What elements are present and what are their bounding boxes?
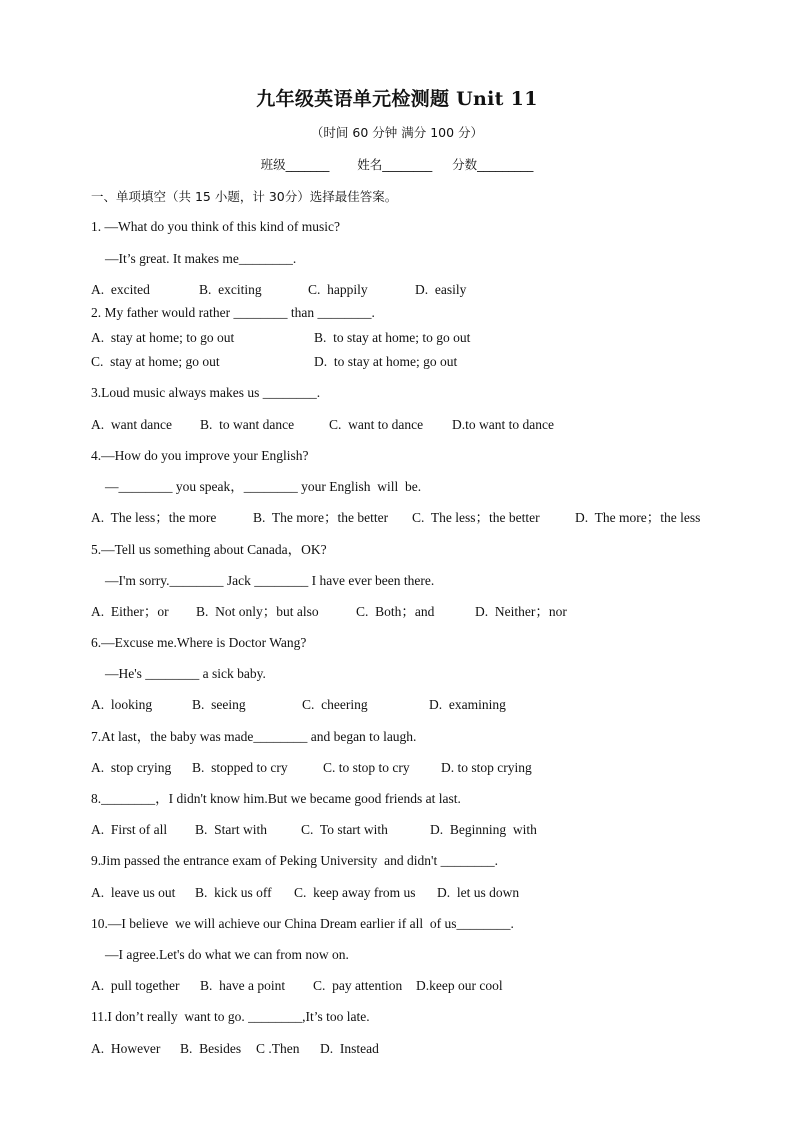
option-a: A. leave us out — [91, 885, 176, 900]
option-b: B. seeing — [192, 697, 246, 712]
option-d: D.keep our cool — [416, 978, 503, 993]
question-stem: 11.I don’t really want to go. ________,It’s too late. — [91, 1009, 370, 1024]
option-b: B. have a point — [200, 978, 286, 993]
option-c: C. To start with — [301, 822, 388, 837]
option-a: A. However — [91, 1041, 161, 1056]
question-stem: 2. My father would rather ________ than ________. — [91, 305, 375, 320]
option-c: C. The less；the better — [412, 510, 540, 525]
option-d: D. Neither；nor — [475, 604, 567, 619]
option-b: B. Not only；but also — [196, 604, 319, 619]
option-a: A. Either；or — [91, 604, 169, 619]
question-stem: 3.Loud music always makes us ________. — [91, 385, 321, 400]
option-c: C .Then — [256, 1041, 300, 1056]
question-stem: 6.—Excuse me.Where is Doctor Wang? — [91, 635, 307, 650]
option-c: C. cheering — [302, 697, 368, 712]
option-c: C. want to dance — [329, 417, 424, 432]
option-a: A. pull together — [91, 978, 180, 993]
option-b: B. The more；the better — [253, 510, 389, 525]
question-stem-reply: —He's ________ a sick baby. — [105, 666, 266, 681]
option-b: B. Besides — [180, 1041, 242, 1056]
question-stem: 9.Jim passed the entrance exam of Peking University and didn't ________. — [91, 853, 498, 868]
option-d: D. let us down — [437, 885, 520, 900]
page-title: 九年级英语单元检测题 Unit 11 — [256, 88, 538, 110]
option-a: A. want dance — [91, 417, 172, 432]
student-info-line: 班级_______ 姓名________ 分数_________ — [260, 157, 534, 172]
question-stem-reply: —I'm sorry.________ Jack ________ I have ever been there. — [105, 573, 435, 588]
option-a: A. stop crying — [91, 760, 172, 775]
option-c: C. Both；and — [356, 604, 435, 619]
option-d: D. easily — [415, 282, 467, 297]
option-a: A. stay at home; to go out — [91, 330, 235, 345]
option-a: A. The less；the more — [91, 510, 217, 525]
question-stem-reply: —It’s great. It makes me________. — [105, 251, 297, 266]
question-stem: 10.—I believe we will achieve our China Dream earlier if all of us________. — [91, 916, 514, 931]
option-c: C. to stop to cry — [323, 760, 410, 775]
option-b: B. kick us off — [195, 885, 272, 900]
option-a: A. First of all — [91, 822, 168, 837]
option-d: D. to stop crying — [441, 760, 532, 775]
option-a: A. looking — [91, 697, 153, 712]
section-heading: 一、单项填空（共 15 小题，计 30分）选择最佳答案。 — [91, 189, 398, 204]
option-b: B. Start with — [195, 822, 268, 837]
option-c: C. stay at home; go out — [91, 354, 220, 369]
option-d: D. examining — [429, 697, 506, 712]
question-stem-reply: —I agree.Let's do what we can from now on. — [105, 947, 349, 962]
option-c: C. keep away from us — [294, 885, 416, 900]
question-stem-reply: —________ you speak，________ your English will be. — [105, 479, 422, 494]
option-d: D.to want to dance — [452, 417, 554, 432]
option-a: A. excited — [91, 282, 150, 297]
question-stem: 1. —What do you think of this kind of music? — [91, 219, 340, 234]
option-c: C. pay attention — [313, 978, 403, 993]
question-stem: 8.________，I didn't know him.But we became good friends at last. — [91, 791, 461, 806]
option-b: B. to want dance — [200, 417, 295, 432]
option-d: D. Beginning with — [430, 822, 537, 837]
option-c: C. happily — [308, 282, 368, 297]
question-stem: 4.—How do you improve your English? — [91, 448, 309, 463]
option-b: B. to stay at home; to go out — [314, 330, 471, 345]
question-stem: 7.At last，the baby was made________ and began to laugh. — [91, 729, 417, 744]
option-d: D. to stay at home; go out — [314, 354, 458, 369]
option-b: B. stopped to cry — [192, 760, 288, 775]
option-d: D. Instead — [320, 1041, 379, 1056]
exam-subtitle: （时间 60 分钟 满分 100 分） — [310, 125, 484, 140]
question-stem: 5.—Tell us something about Canada，OK? — [91, 542, 327, 557]
option-b: B. exciting — [199, 282, 262, 297]
option-d: D. The more；the less — [575, 510, 701, 525]
